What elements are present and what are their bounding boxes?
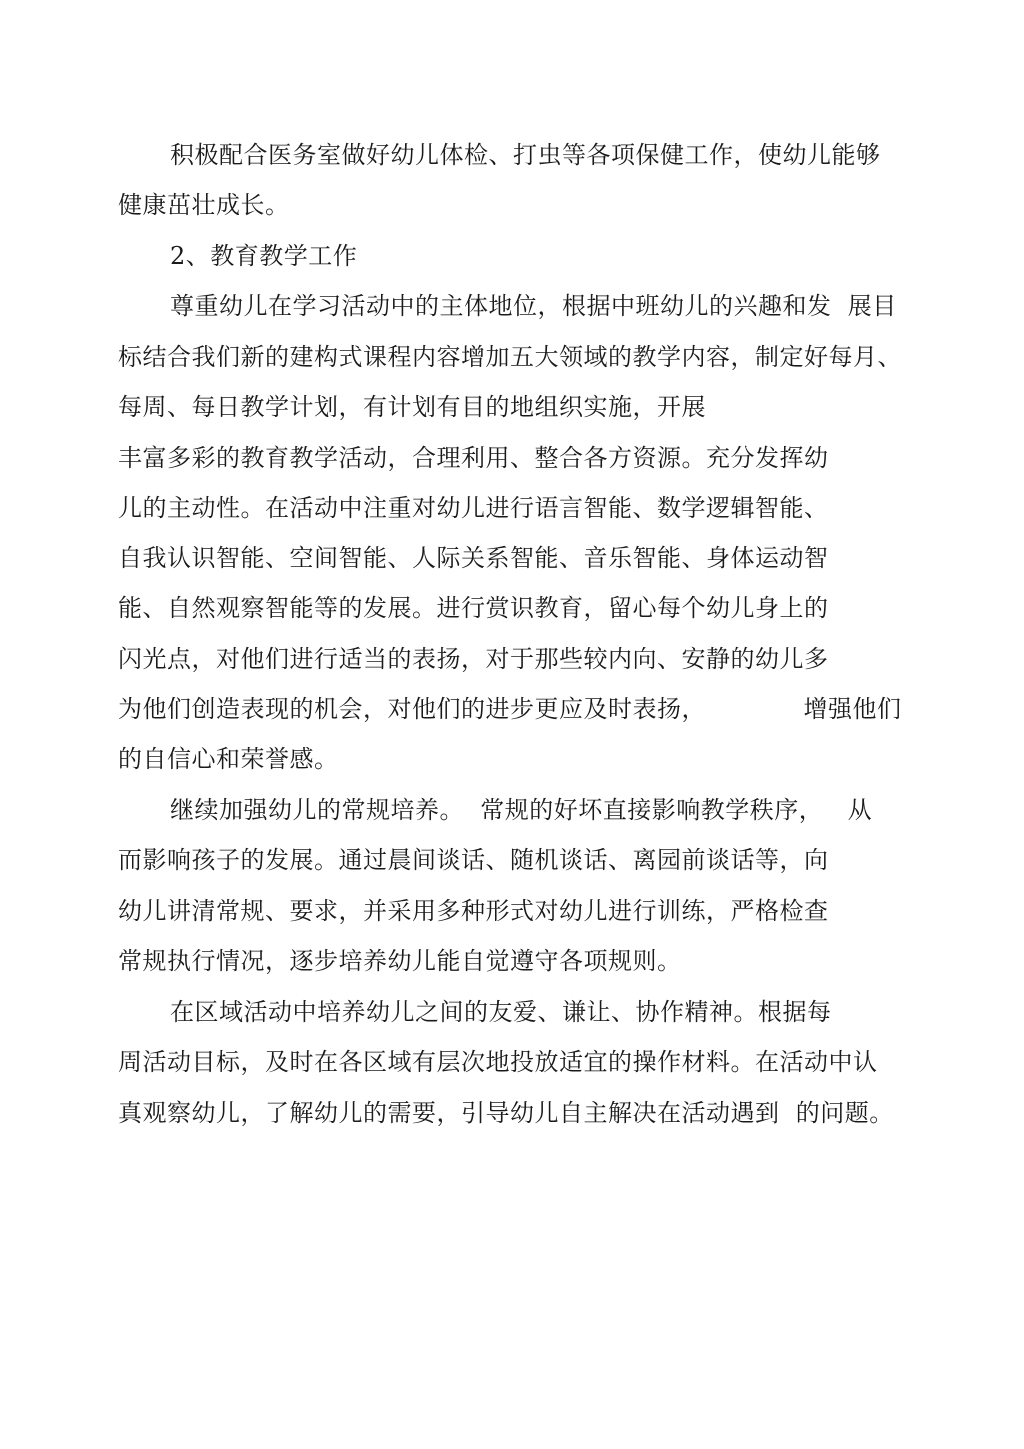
text-line: 而影响孩子的发展。通过晨间谈话、随机谈话、离园前谈话等，向	[118, 846, 829, 874]
text-line: 真观察幼儿，了解幼儿的需要，引导幼儿自主解决在活动遇到 的问题。	[118, 1099, 894, 1127]
text-line: 在区域活动中培养幼儿之间的友爱、谦让、协作精神。根据每	[170, 998, 832, 1026]
text-line: 尊重幼儿在学习活动中的主体地位，根据中班幼儿的兴趣和发 展目	[170, 292, 897, 320]
text-line: 闪光点，对他们进行适当的表扬，对于那些较内向、安静的幼儿多	[118, 645, 829, 673]
text-line: 幼儿讲清常规、要求，并采用多种形式对幼儿进行训练，严格检查	[118, 897, 829, 925]
text-line: 继续加强幼儿的常规培养。 常规的好坏直接影响教学秩序， 从	[170, 796, 873, 824]
text-line: 积极配合医务室做好幼儿体检、打虫等各项保健工作，使幼儿能够	[170, 141, 881, 169]
text-line: 自我认识智能、空间智能、人际关系智能、音乐智能、身体运动智	[118, 544, 829, 572]
text-line: 的自信心和荣誉感。	[118, 745, 339, 773]
text-line: 儿的主动性。在活动中注重对幼儿进行语言智能、数学逻辑智能、	[118, 494, 829, 522]
text-line: 丰富多彩的教育教学活动，合理利用、整合各方资源。充分发挥幼	[118, 444, 829, 472]
text-line: 周活动目标，及时在各区域有层次地投放适宜的操作材料。在活动中认	[118, 1048, 878, 1076]
text-line: 常规执行情况，逐步培养幼儿能自觉遵守各项规则。	[118, 947, 682, 975]
section-heading: 2、教育教学工作	[170, 242, 358, 270]
text-line: 健康茁壮成长。	[118, 191, 290, 219]
text-line: 为他们创造表现的机会，对他们的进步更应及时表扬， 增强他们	[118, 695, 902, 723]
text-line: 每周、每日教学计划，有计划有目的地组织实施，开展	[118, 393, 706, 421]
text-line: 标结合我们新的建构式课程内容增加五大领域的教学内容，制定好每月、	[118, 343, 902, 371]
text-line: 能、自然观察智能等的发展。进行赏识教育，留心每个幼儿身上的	[118, 594, 829, 622]
